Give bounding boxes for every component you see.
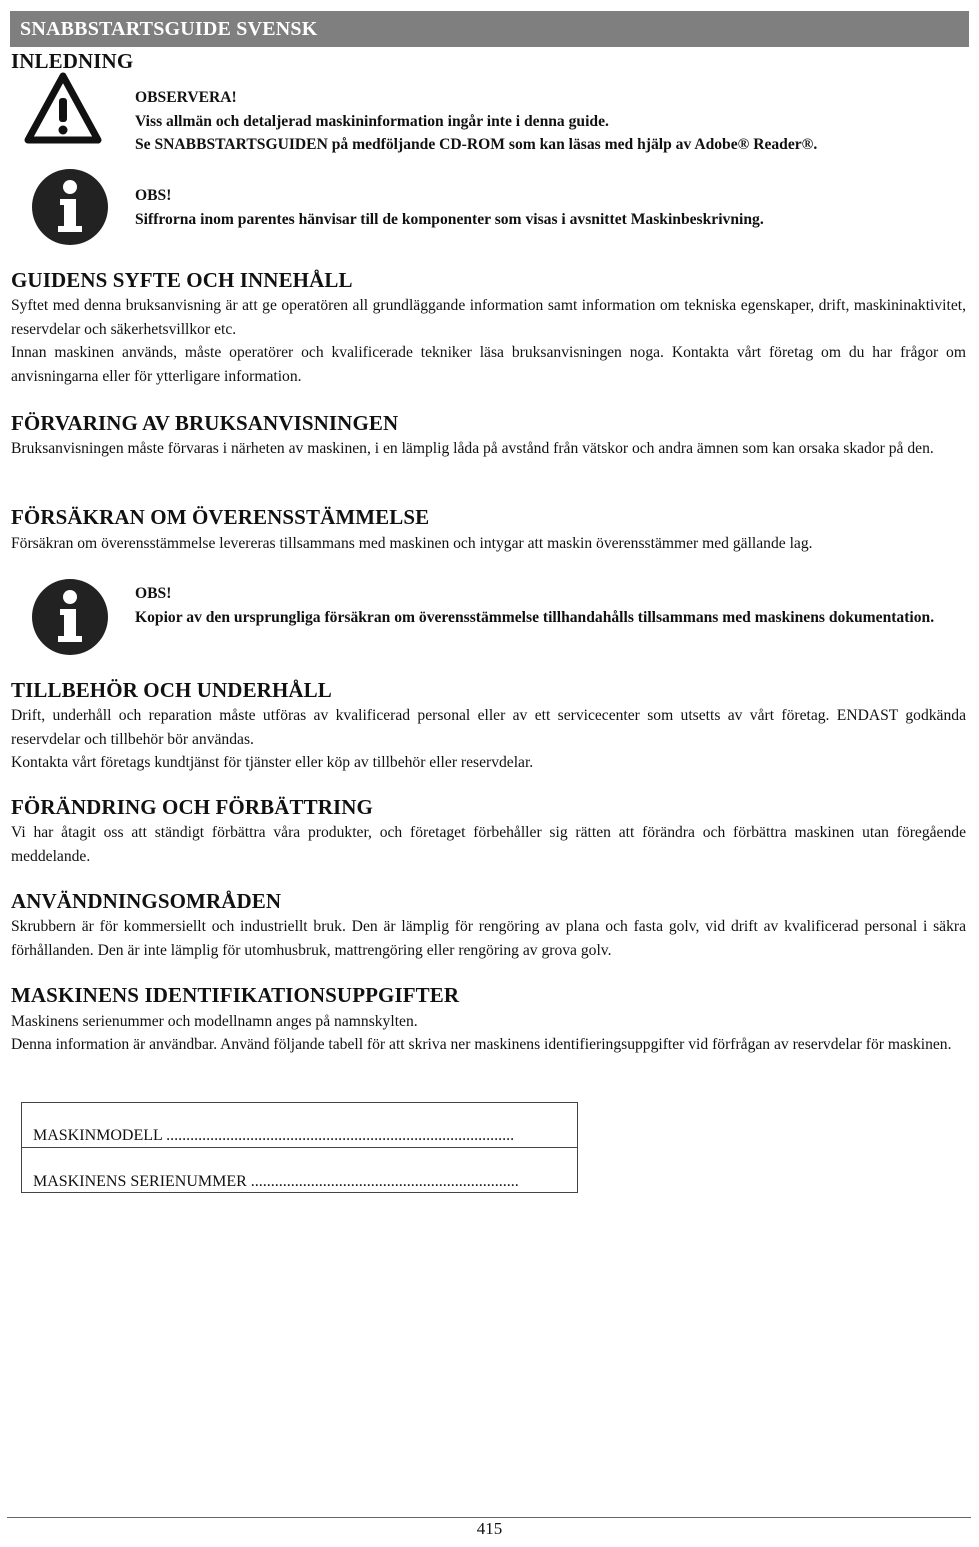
warning-note-label: OBSERVERA!: [135, 89, 237, 106]
storage-paragraph: Bruksanvisningen måste förvaras i närheten av maskinen, i en lämplig låda på avstånd från vätskor och andra ämnen som kan orsaka skador på den.: [11, 440, 934, 457]
section-title-purpose: GUIDENS SYFTE OCH INNEHÅLL: [11, 268, 353, 292]
warning-note-line2: Se SNABBSTARTSGUIDEN på medföljande CD-ROM som kan läsas med hjälp av Adobe® Reader®.: [135, 136, 818, 154]
section-title-identification: MASKINENS IDENTIFIKATIONSUPPGIFTER: [11, 983, 460, 1007]
machine-model-field[interactable]: MASKINMODELL .......................................................................................: [22, 1103, 577, 1148]
section-title-changes: FÖRÄNDRING OCH FÖRBÄTTRING: [11, 795, 373, 819]
accessories-paragraph-2: Kontakta vårt företags kundtjänst för tjänster eller köp av tillbehör eller reservdelar.: [11, 754, 534, 771]
info-note-2-label: OBS!: [135, 585, 172, 602]
identification-table: [21, 1102, 578, 1193]
info-note-2-line1: Kopior av den ursprungliga försäkran om överensstämmelse tillhandahålls tillsammans med maskinens dokumentation.: [135, 608, 935, 626]
serial-number-field[interactable]: MASKINENS SERIENUMMER ...................................................................: [33, 1173, 519, 1190]
section-title-accessories: TILLBEHÖR OCH UNDERHÅLL: [11, 678, 332, 702]
info-note-2: [135, 582, 965, 629]
page-number: 415: [476, 1519, 503, 1538]
accessories-paragraph-1: Drift, underhåll och reparation måste utföras av kvalificerad personal eller av ett servicecenter som utsetts av vårt företag. ENDAST godkända reservdelar och tillbehör bör användas.: [11, 707, 966, 748]
info-icon: [31, 578, 109, 656]
warning-note-line1: Viss allmän och detaljerad maskininformation ingår inte i denna guide.: [135, 112, 609, 130]
section-title-storage: FÖRVARING AV BRUKSANVISNINGEN: [11, 411, 399, 435]
changes-paragraph: Vi har åtagit oss att ständigt förbättra våra produkter, och företaget förbehåller sig rätten att förändra och förbättra maskinen utan föregående meddelande.: [11, 824, 966, 865]
warning-note: [135, 86, 965, 157]
identification-paragraph-2: Denna information är användbar. Använd följande tabell för att skriva ner maskinens identifieringsuppgifter vid förfrågan av reservdelar för maskinen.: [11, 1036, 952, 1053]
info-icon: [31, 168, 109, 246]
purpose-paragraph-1: Syftet med denna bruksanvisning är att ge operatören all grundläggande information samt information om tekniska egenskaper, drift, maskininaktivitet, reservdelar och säkerhetsvillkor etc.: [11, 297, 966, 338]
section-title-intro: INLEDNING: [11, 49, 134, 73]
footer-divider: [7, 1517, 971, 1518]
header-bar: SNABBSTARTSGUIDE SVENSK: [10, 11, 969, 47]
section-title-usage: ANVÄNDNINGSOMRÅDEN: [11, 889, 282, 913]
purpose-paragraph-2: Innan maskinen används, måste operatörer och kvalificerade tekniker läsa bruksanvisningen noga. Kontakta vårt företag om du har frågor om anvisningarna eller för ytterligare information.: [11, 344, 966, 385]
usage-paragraph: Skrubbern är för kommersiellt och industriellt bruk. Den är lämplig för rengöring av plana och fasta golv, vid drift av kvalificerad personal i säkra förhållanden. Den är inte lämplig för utomhusbruk, mattrengöring eller rengöring av grova golv.: [11, 918, 966, 959]
section-title-conformity: FÖRSÄKRAN OM ÖVERENSSTÄMMELSE: [11, 505, 430, 529]
conformity-paragraph: Försäkran om överensstämmelse levereras tillsammans med maskinen och intygar att maskin överensstämmer med gällande lag.: [11, 535, 813, 552]
identification-paragraph-1: Maskinens serienummer och modellnamn anges på namnskylten.: [11, 1013, 418, 1030]
warning-triangle-icon: [22, 70, 104, 146]
info-note-1-label: OBS!: [135, 187, 172, 204]
info-note-1: [135, 184, 965, 231]
info-note-1-line1: Siffrorna inom parentes hänvisar till de komponenter som visas i avsnittet Maskinbeskrivning.: [135, 210, 764, 228]
